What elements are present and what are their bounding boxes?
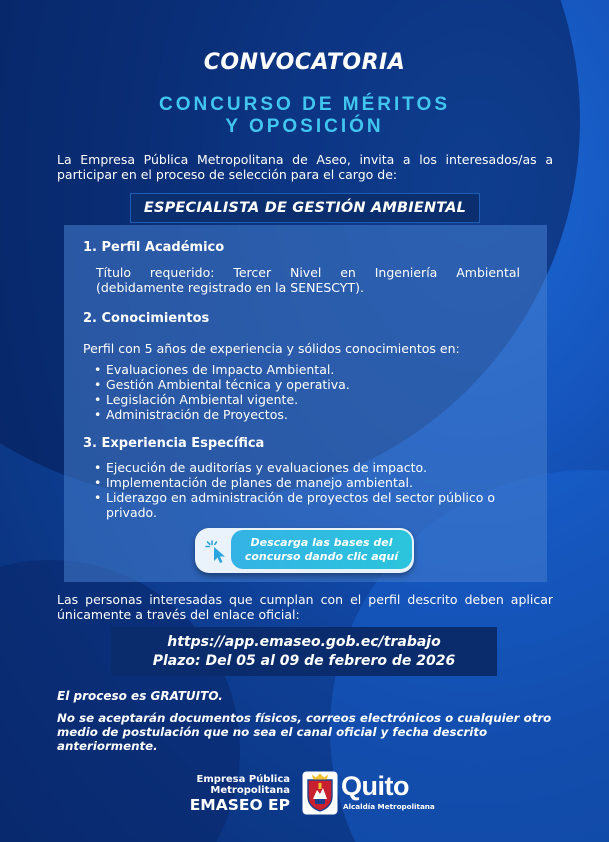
academic-text: Título requerido: Tercer Nivel en Ingeniería Ambiental (debidamente registrado en la SENESCYT). (96, 265, 520, 295)
emaseo-logo (150, 774, 290, 815)
quito-coat-of-arms-icon (302, 771, 338, 815)
knowledge-intro: Perfil con 5 años de experiencia y sólidos conocimientos en: (83, 341, 460, 356)
emaseo-line: Metropolitana (210, 785, 290, 796)
list-item: • Implementación de planes de manejo ambiental. (92, 475, 512, 490)
list-item: • Ejecución de auditorías y evaluaciones de impacto. (92, 460, 512, 475)
deadline-text: Plazo: Del 05 al 09 de febrero de 2026 (152, 652, 456, 669)
warning-note: No se aceptarán documentos físicos, correos electrónicos o cualquier otro medio de postulación que no sea el canal oficial y fecha descrito anteriormente. (57, 711, 552, 753)
quito-wordmark: Quito (341, 771, 409, 801)
application-link-box (111, 627, 497, 676)
quito-subtitle: Alcaldía Metropolitana (343, 802, 435, 811)
cursor-click-icon (203, 538, 231, 564)
list-item: • Evaluaciones de Impacto Ambiental. (92, 362, 512, 377)
section-title-experience: 3. Experiencia Específica (83, 436, 265, 451)
download-bases-button[interactable] (195, 528, 414, 573)
list-item: • Gestión Ambiental técnica y operativa. (92, 377, 512, 392)
free-process-note: El proceso es GRATUITO. (57, 689, 223, 703)
subtitle-line: Y OPOSICIÓN (225, 116, 384, 137)
application-link[interactable]: https://app.emaseo.gob.ec/trabajo (167, 633, 441, 650)
list-item: • Liderazgo en administración de proyectos del sector público o privado. (92, 490, 512, 520)
intro-text: La Empresa Pública Metropolitana de Aseo, invita a los interesados/as a participar en el proceso de selección para el cargo de: (57, 152, 553, 182)
position-title: ESPECIALISTA DE GESTIÓN AMBIENTAL (130, 193, 480, 223)
page-subtitle (0, 94, 609, 138)
experience-list (92, 460, 512, 520)
list-item: • Legislación Ambiental vigente. (92, 392, 512, 407)
emaseo-name: EMASEO EP (189, 796, 290, 814)
apply-instructions: Las personas interesadas que cumplan con el perfil descrito deben aplicar únicamente a través del enlace oficial: (57, 592, 553, 622)
emaseo-line: Empresa Pública (196, 774, 290, 785)
section-title-academic: 1. Perfil Académico (83, 240, 225, 255)
knowledge-list (92, 362, 512, 422)
page-title: CONVOCATORIA (203, 50, 406, 75)
list-item: • Administración de Proyectos. (92, 407, 512, 422)
subtitle-line: CONCURSO DE MÉRITOS (158, 94, 450, 115)
download-button-label: Descarga las bases del concurso dando clic aquí (231, 530, 412, 569)
section-title-knowledge: 2. Conocimientos (83, 311, 210, 326)
